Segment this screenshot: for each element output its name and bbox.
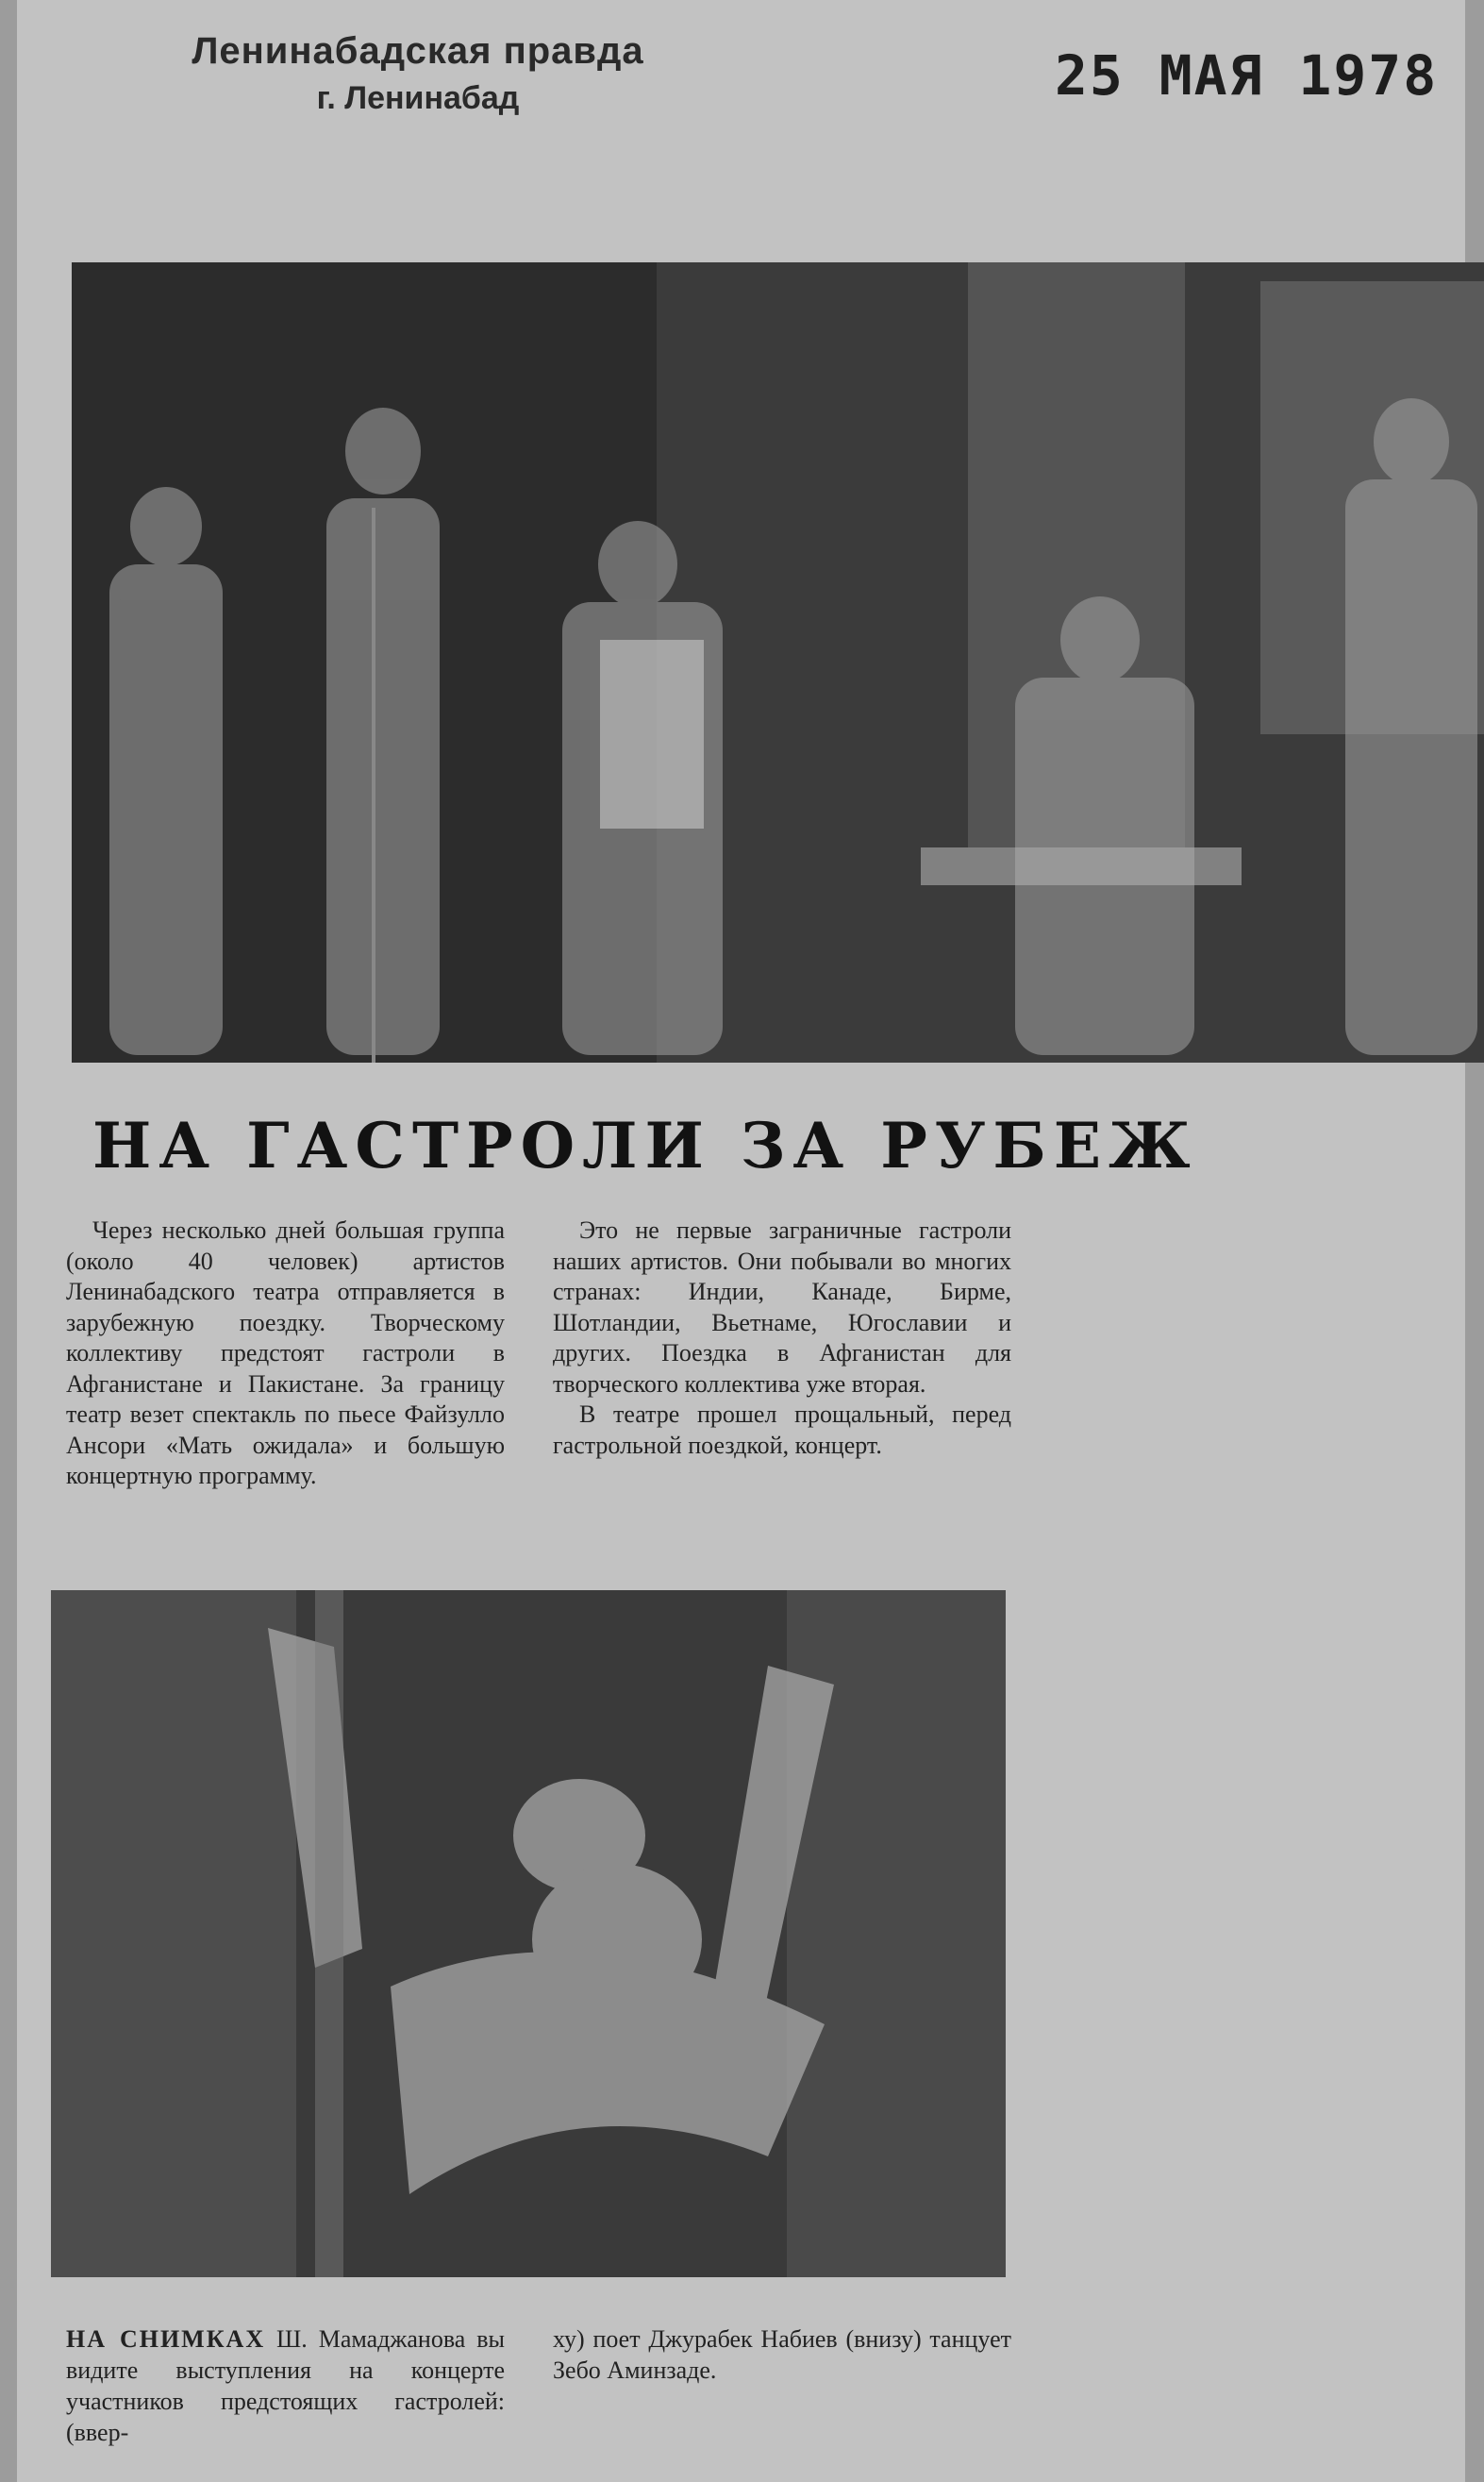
dancer-photo-image xyxy=(51,1590,1006,2277)
newspaper-city: г. Ленинабад xyxy=(316,80,520,116)
caption-lead: НА СНИМКАХ xyxy=(66,2325,266,2353)
source-header xyxy=(163,30,673,117)
article-paragraph: Это не первые заграничные гастроли наших артистов. Они побывали во многих странах: Индии, Канаде, Бирме, Шотландии, Вьетнаме, Югославии и других. Поездка в Афганистан для творческого коллектива уже вторая. xyxy=(553,1216,1011,1398)
article-column-right xyxy=(553,1216,1011,1461)
musicians-photo-image xyxy=(72,262,1484,1063)
caption-text: Ш. Мамаджанова вы видите выступления на концерте участников предстоящих гастролей: (ввер- xyxy=(66,2325,505,2446)
concert-musicians-photo xyxy=(72,262,1484,1063)
newspaper-clipping xyxy=(17,0,1465,2482)
photo-caption-left xyxy=(66,2323,505,2448)
article-column-left: Через несколько дней большая группа (около 40 человек) артистов Ленинабадского театра отправляется в зарубежную поездку. Творческому коллективу предстоят гастроли в Афганистане и Пакистане. За границу театр везет спектакль по пьесе Файзулло Ансори «Мать ожидала» и большую концертную программу. xyxy=(66,1216,505,1489)
article-headline: НА ГАСТРОЛИ ЗА РУБЕЖ xyxy=(92,1109,1198,1182)
date-stamp: 25 МАЯ 1978 xyxy=(1055,43,1439,108)
photo-caption-right: ху) поет Джурабек Набиев (внизу) танцует Зебо Аминзаде. xyxy=(553,2325,1011,2384)
dancer-photo xyxy=(51,1590,1006,2277)
article-paragraph: В театре прошел прощальный, перед гастрольной поездкой, концерт. xyxy=(553,1400,1011,1459)
newspaper-name: Ленинабадская правда xyxy=(192,30,644,72)
